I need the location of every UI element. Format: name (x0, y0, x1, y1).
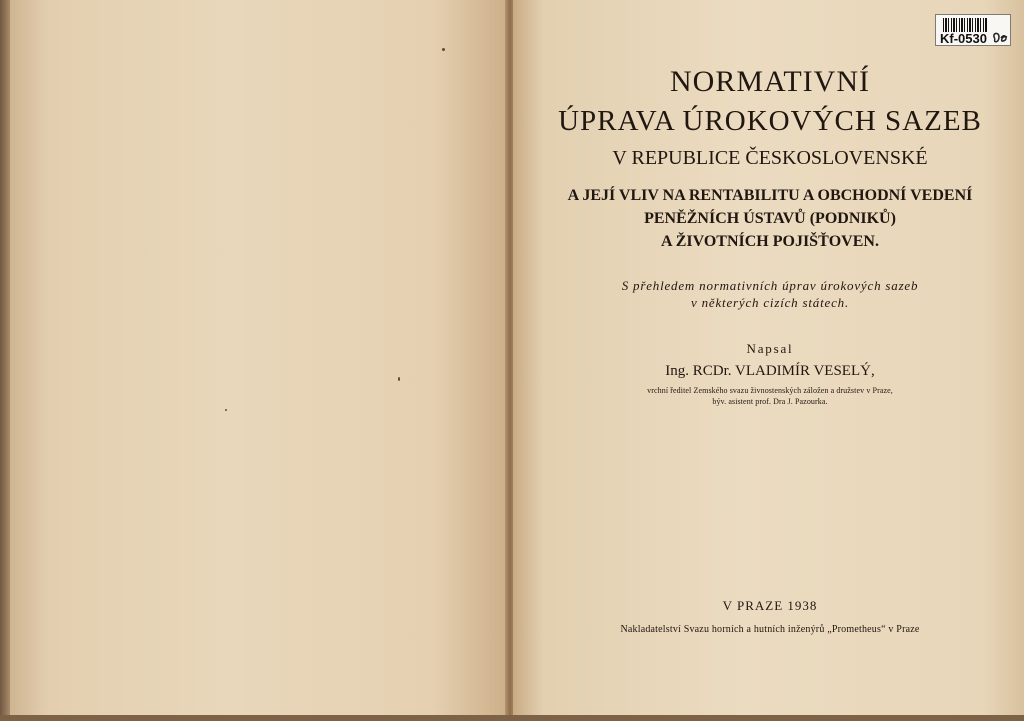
title-line-3: V REPUBLICE ČESKOSLOVENSKÉ (612, 147, 928, 169)
paper-speck (398, 377, 400, 381)
title-line-6: A ŽIVOTNÍCH POJIŠŤOVEN. (661, 233, 879, 250)
title-line-1: NORMATIVNÍ (670, 65, 870, 98)
left-blank-page (10, 0, 507, 721)
publisher-line: Nakladatelství Svazu horních a hutních inženýrů „Prometheus“ v Praze (620, 624, 920, 635)
library-code: Kf-0530 (940, 31, 987, 46)
author-name: Ing. RCDr. VLADIMÍR VESELÝ, (665, 363, 875, 379)
book-left-edge (0, 0, 10, 721)
handwritten-mark-icon (991, 29, 1009, 45)
written-by-label: Napsal (746, 341, 794, 356)
title-line-5: PENĚŽNÍCH ÚSTAVŮ (PODNIKŮ) (644, 210, 896, 227)
barcode-icon (943, 18, 988, 32)
subtitle-line-1: S přehledem normativních úprav úrokových sazeb (621, 278, 919, 293)
place-year: V PRAZE 1938 (722, 598, 818, 613)
subtitle (520, 277, 1020, 311)
paper-speck (442, 48, 445, 51)
library-barcode-label (935, 14, 1011, 46)
book-bottom-edge (0, 715, 1024, 721)
title-line-2: ÚPRAVA ÚROKOVÝCH SAZEB (558, 105, 982, 137)
author-note-line-1: vrchní ředitel Zemského svazu živnostenských záložen a družstev v Praze, (647, 386, 893, 395)
author-note-line-2: býv. asistent prof. Dra J. Pazourka. (712, 397, 828, 406)
paper-speck (225, 409, 227, 411)
author-note (520, 385, 1020, 407)
subtitle-line-2: v některých cizích státech. (690, 295, 850, 310)
title-line-4: A JEJÍ VLIV NA RENTABILITU A OBCHODNÍ VEDENÍ (567, 187, 973, 204)
